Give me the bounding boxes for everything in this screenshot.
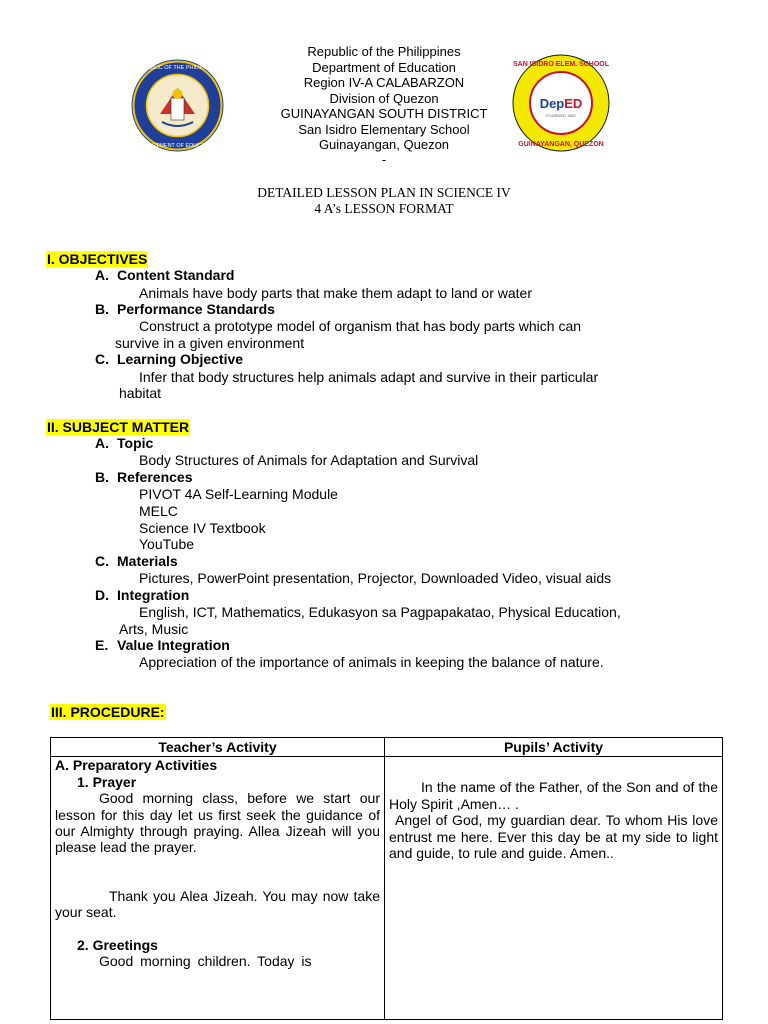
references-label: B. References — [95, 469, 193, 485]
value-integration-label: E. Value Integration — [95, 637, 230, 653]
value-integration-text: Appreciation of the importance of animals in keeping the balance of nature. — [139, 654, 604, 670]
integration-text: English, ICT, Mathematics, Edukasyon sa Pagpapakatao, Physical Education, — [139, 604, 621, 620]
pupils-activity-cell — [385, 757, 723, 1020]
subject-matter-heading: II. SUBJECT MATTER — [47, 419, 190, 435]
header-line-1: Republic of the Philippines — [307, 44, 461, 59]
materials-label: C. Materials — [95, 553, 178, 569]
learning-objective-label: C. Learning Objective — [95, 351, 244, 367]
pupil-prayer-text-2: Angel of God, my guardian dear. To whom His love entrust me here. Ever this day be at my side to light and guide, to rule and guide. Amen.. — [389, 812, 718, 862]
reference-item: MELC — [139, 503, 178, 519]
thanks-text: Thank you Alea Jizeah. You may now take your seat. — [55, 887, 380, 921]
table-header-row — [51, 738, 723, 757]
pupils-activity-header: Pupils’ Activity — [385, 738, 723, 757]
pupil-prayer-text-1: In the name of the Father, of the Son and of the Holy Spirit ,Amen… . — [389, 779, 718, 812]
objectives-heading: I. OBJECTIVES — [47, 251, 148, 267]
table-row — [51, 757, 723, 1020]
performance-standards-text: Construct a prototype model of organism that has body parts which can — [139, 318, 582, 334]
document-subtitle: 4 A’s LESSON FORMAT — [314, 201, 454, 216]
header-line-6: San Isidro Elementary School — [298, 121, 470, 137]
greetings-text: Good morning children. Today is — [99, 953, 312, 970]
header-line-4: Division of Quezon — [329, 90, 439, 106]
content-standard-text: Animals have body parts that make them adapt to land or water — [139, 285, 532, 301]
svg-text:SAN ISIDRO ELEM. SCHOOL: SAN ISIDRO ELEM. SCHOOL — [512, 61, 610, 68]
header-line-7: Guinayangan, Quezon — [318, 137, 450, 152]
procedure-table — [50, 737, 723, 1020]
svg-text:DepED: DepED — [539, 96, 583, 111]
topic-label: A. Topic — [95, 435, 154, 451]
teacher-activity-header: Teacher’s Activity — [51, 738, 385, 757]
learning-objective-text: Infer that body structures help animals adapt and survive in their particular — [139, 369, 599, 385]
content-standard-label: A. Content Standard — [95, 267, 235, 283]
prayer-label: 1. Prayer — [77, 773, 137, 790]
reference-item: PIVOT 4A Self-Learning Module — [139, 486, 338, 502]
reference-item: YouTube — [139, 536, 195, 552]
reference-item: Science IV Textbook — [139, 520, 266, 536]
header-line-3: Region IV-A CALABARZON — [303, 75, 465, 90]
learning-objective-text-cont: habitat — [119, 385, 162, 401]
materials-text: Pictures, PowerPoint presentation, Projector, Downloaded Video, visual aids — [139, 570, 612, 586]
svg-text:GUINAYANGAN, QUEZON: GUINAYANGAN, QUEZON — [518, 141, 604, 148]
performance-standards-label: B. Performance Standards — [95, 301, 275, 317]
integration-text-cont: Arts, Music — [119, 621, 189, 637]
preparatory-activities-label: A. Preparatory Activities — [55, 757, 218, 774]
document-title: DETAILED LESSON PLAN IN SCIENCE IV — [257, 185, 511, 200]
performance-standards-text-cont: survive in a given environment — [115, 335, 305, 351]
header-line-2: Department of Education — [312, 59, 456, 75]
svg-text:REPUBLIC OF THE PHILIPPINES: REPUBLIC OF THE PHILIPPINES — [135, 65, 220, 71]
procedure-heading: III. PROCEDURE: — [51, 704, 165, 720]
prayer-text: Good morning class, before we start our lesson for this day let us first seek the guidance of our Almighty through praying. Allea Jizeah will you please lead the prayer. — [55, 790, 380, 856]
header-line-8: - — [381, 152, 387, 167]
topic-text: Body Structures of Animals for Adaptation and Survival — [139, 452, 479, 468]
teacher-activity-cell — [51, 757, 385, 1020]
svg-text:DEPARTMENT OF EDUCATION: DEPARTMENT OF EDUCATION — [137, 143, 218, 149]
greetings-label: 2. Greetings — [77, 936, 158, 953]
integration-label: D. Integration — [95, 587, 190, 603]
header-line-5: GUINAYANGAN SOUTH DISTRICT — [280, 106, 488, 121]
svg-text:FOUNDED 1962: FOUNDED 1962 — [546, 113, 576, 118]
